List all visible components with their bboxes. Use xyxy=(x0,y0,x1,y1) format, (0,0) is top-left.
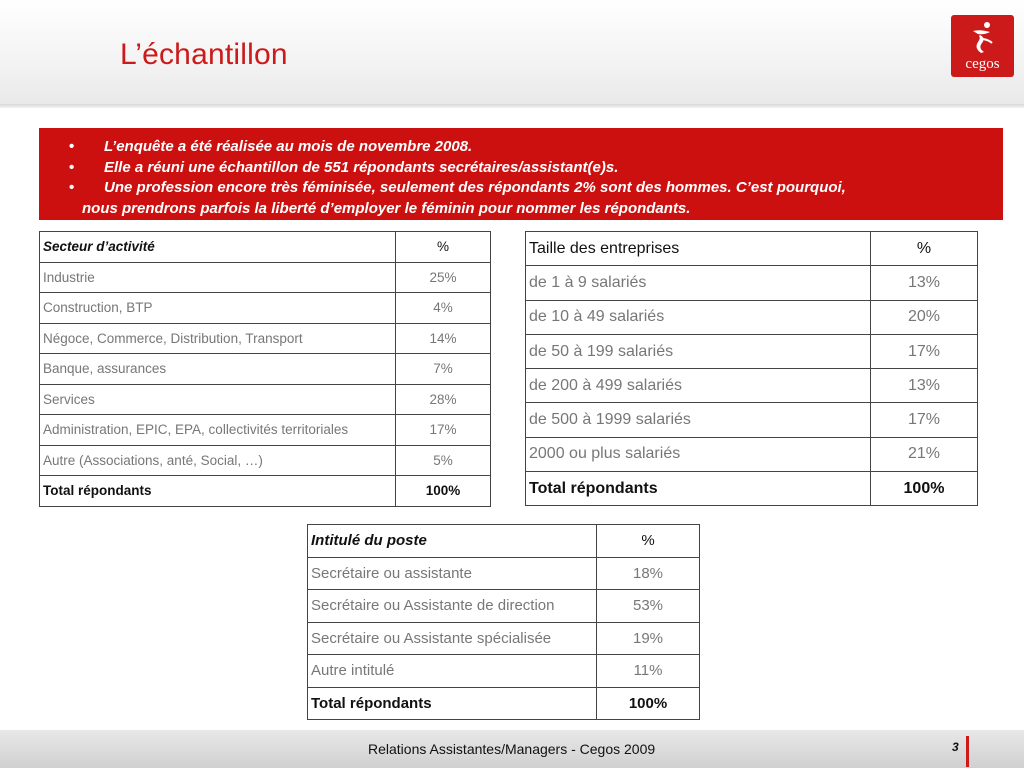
total-value: 100% xyxy=(597,687,700,720)
table-total-row xyxy=(308,687,700,720)
sector-table xyxy=(39,231,491,507)
slide-title: L’échantillon xyxy=(120,38,288,71)
table-row xyxy=(40,262,491,293)
row-value: 19% xyxy=(597,622,700,655)
column-header: Intitulé du poste xyxy=(308,525,597,558)
row-value: 13% xyxy=(871,369,978,403)
table-row xyxy=(40,415,491,446)
row-value: 11% xyxy=(597,655,700,688)
table-total-row xyxy=(40,476,491,507)
logo-wordmark: cegos xyxy=(965,56,1000,72)
row-label: de 500 à 1999 salariés xyxy=(526,403,871,437)
header-divider xyxy=(0,104,1024,108)
row-value: 18% xyxy=(597,557,700,590)
row-label: Secrétaire ou Assistante de direction xyxy=(308,590,597,623)
table-row xyxy=(526,266,978,300)
row-value: 17% xyxy=(396,415,491,446)
table-row xyxy=(40,293,491,324)
table-row xyxy=(526,369,978,403)
bullet-icon: • xyxy=(69,138,75,155)
row-value: 17% xyxy=(871,334,978,368)
row-label: de 10 à 49 salariés xyxy=(526,300,871,334)
column-header: % xyxy=(871,232,978,266)
page-accent-bar xyxy=(966,736,969,767)
row-label: Administration, EPIC, EPA, collectivités territoriales xyxy=(40,415,396,446)
row-label: Construction, BTP xyxy=(40,293,396,324)
row-label: de 1 à 9 salariés xyxy=(526,266,871,300)
table-header-row xyxy=(526,232,978,266)
column-header: % xyxy=(597,525,700,558)
intro-bullet xyxy=(69,137,989,158)
table-row xyxy=(40,445,491,476)
table-row xyxy=(526,300,978,334)
footer-text: Relations Assistantes/Managers - Cegos 2009 xyxy=(368,741,656,757)
bullet-icon: • xyxy=(69,179,75,196)
table-row xyxy=(308,622,700,655)
row-value: 53% xyxy=(597,590,700,623)
intro-box xyxy=(39,128,1003,220)
table-total-row xyxy=(526,472,978,506)
row-value: 14% xyxy=(396,323,491,354)
total-value: 100% xyxy=(396,476,491,507)
column-header: % xyxy=(396,232,491,263)
row-value: 5% xyxy=(396,445,491,476)
total-label: Total répondants xyxy=(40,476,396,507)
table-header-row xyxy=(40,232,491,263)
table-row xyxy=(40,384,491,415)
intro-bullet-continuation xyxy=(39,199,989,220)
row-value: 13% xyxy=(871,266,978,300)
row-value: 20% xyxy=(871,300,978,334)
row-value: 25% xyxy=(396,262,491,293)
table-row xyxy=(526,334,978,368)
cegos-logo xyxy=(951,15,1014,77)
total-value: 100% xyxy=(871,472,978,506)
row-value: 4% xyxy=(396,293,491,324)
total-label: Total répondants xyxy=(308,687,597,720)
page-number: 3 xyxy=(952,740,959,754)
row-label: de 200 à 499 salariés xyxy=(526,369,871,403)
table-header-row xyxy=(308,525,700,558)
table-row xyxy=(40,323,491,354)
row-value: 21% xyxy=(871,437,978,471)
column-header: Taille des entreprises xyxy=(526,232,871,266)
company-size-table xyxy=(525,231,978,506)
intro-bullets xyxy=(69,137,989,219)
row-label: Industrie xyxy=(40,262,396,293)
bullet-text: nous prendrons parfois la liberté d’employer le féminin pour nommer les répondants. xyxy=(82,199,691,217)
row-value: 7% xyxy=(396,354,491,385)
intro-bullet xyxy=(69,158,989,179)
table-row xyxy=(526,403,978,437)
row-value: 28% xyxy=(396,384,491,415)
column-header: Secteur d’activité xyxy=(40,232,396,263)
table-row xyxy=(308,655,700,688)
total-label: Total répondants xyxy=(526,472,871,506)
row-label: de 50 à 199 salariés xyxy=(526,334,871,368)
bullet-text: Elle a réuni une échantillon de 551 répondants secrétaires/assistant(e)s. xyxy=(104,158,619,176)
row-label: Services xyxy=(40,384,396,415)
row-label: 2000 ou plus salariés xyxy=(526,437,871,471)
cegos-figure-icon xyxy=(970,21,996,55)
row-label: Autre (Associations, anté, Social, …) xyxy=(40,445,396,476)
intro-bullet xyxy=(69,178,989,199)
row-label: Secrétaire ou assistante xyxy=(308,557,597,590)
bullet-text: Une profession encore très féminisée, seulement des répondants 2% sont des hommes. C’est pourquoi, xyxy=(104,179,846,196)
table-row xyxy=(526,437,978,471)
table-row xyxy=(40,354,491,385)
table-row xyxy=(308,590,700,623)
table-row xyxy=(308,557,700,590)
row-label: Secrétaire ou Assistante spécialisée xyxy=(308,622,597,655)
row-label: Banque, assurances xyxy=(40,354,396,385)
row-label: Autre intitulé xyxy=(308,655,597,688)
row-label: Négoce, Commerce, Distribution, Transport xyxy=(40,323,396,354)
bullet-text: L’enquête a été réalisée au mois de novembre 2008. xyxy=(104,138,473,155)
job-title-table xyxy=(307,524,700,720)
row-value: 17% xyxy=(871,403,978,437)
bullet-icon: • xyxy=(69,158,75,176)
